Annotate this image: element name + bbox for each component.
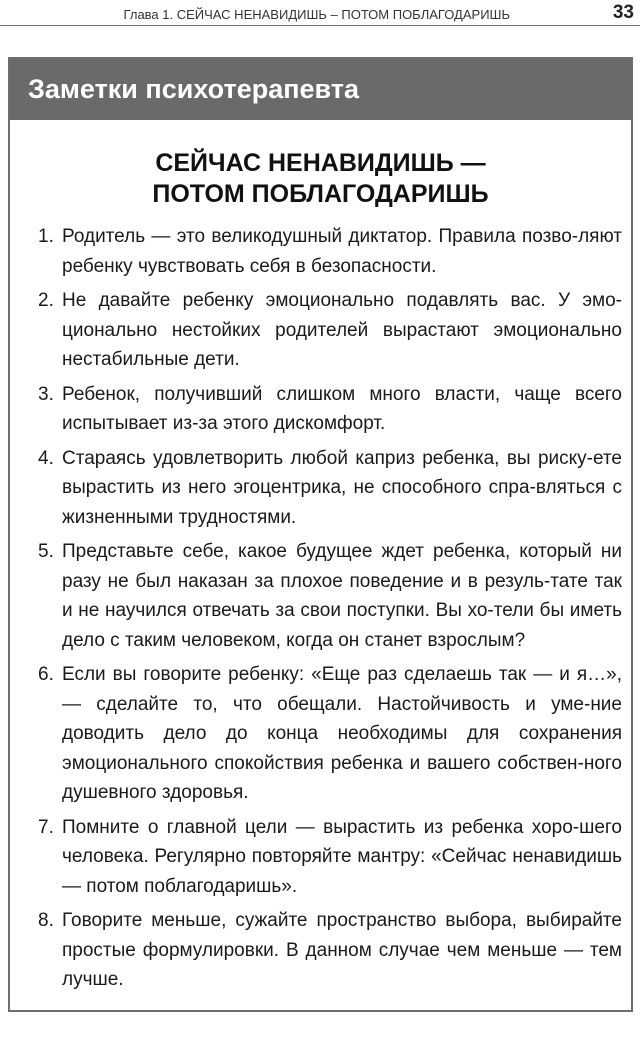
- list-item: [38, 222, 622, 281]
- list-item: [38, 444, 622, 533]
- list-item-text: Стараясь удовлетворить любой каприз ребенка, вы риску-ете вырастить из него эгоцентрика, не способного спра-вляться с жизненными трудностями.: [62, 447, 622, 528]
- list-item-number: 4.: [38, 447, 54, 469]
- tips-list: [38, 222, 622, 1000]
- list-item-text: Ребенок, получивший слишком много власти, чаще всего испытывает из-за этого дискомфорт.: [62, 383, 622, 434]
- list-item: [38, 660, 622, 808]
- list-item-text: Если вы говорите ребенку: «Еще раз сделаешь так — и я…», — сделайте то, что обещали. Настойчивость и уме-ние доводить дело до конца необходимы для сохранения эмоционального спокойствия ребенка и вашего собствен-ного душевного здоровья.: [62, 664, 622, 803]
- list-item: [38, 537, 622, 655]
- list-item: [38, 906, 622, 995]
- list-item-number: 3.: [38, 383, 54, 405]
- header-rule: [0, 25, 640, 26]
- box-heading-line-1: СЕЙЧАС НЕНАВИДИШЬ —: [155, 149, 486, 177]
- box-title: Заметки психотерапевта: [28, 74, 360, 104]
- page-number: 33: [612, 2, 634, 23]
- running-header: [0, 0, 640, 30]
- list-item-number: 7.: [38, 816, 54, 838]
- box-heading: [10, 148, 631, 210]
- list-item: [38, 380, 622, 439]
- box-heading-line-2: ПОТОМ ПОБЛАГОДАРИШЬ: [152, 180, 489, 208]
- box-title-bar: [10, 59, 631, 120]
- list-item-text: Помните о главной цели — вырастить из ребенка хоро-шего человека. Регулярно повторяйте мантру: «Сейчас ненавидишь — потом поблагодаришь».: [62, 816, 622, 897]
- list-item-text: Не давайте ребенку эмоционально подавлять вас. У эмо-ционально нестойких родителей вырастают эмоционально нестабильные дети.: [62, 290, 622, 370]
- chapter-header: Глава 1. СЕЙЧАС НЕНАВИДИШЬ – ПОТОМ ПОБЛАГОДАРИШЬ: [123, 7, 510, 22]
- list-item-number: 1.: [38, 226, 54, 247]
- list-item-number: 8.: [38, 910, 54, 931]
- list-item-text: Родитель — это великодушный диктатор. Правила позво-ляют ребенку чувствовать себя в безопасности.: [62, 226, 622, 277]
- list-item-number: 6.: [38, 664, 54, 685]
- list-item-number: 2.: [38, 290, 54, 311]
- list-item-text: Говорите меньше, сужайте пространство выбора, выбирайте простые формулировки. В данном случае чем меньше — тем лучше.: [62, 910, 622, 990]
- list-item: [38, 813, 622, 902]
- list-item-number: 5.: [38, 541, 54, 562]
- list-item-text: Представьте себе, какое будущее ждет ребенка, который ни разу не был наказан за плохое поведение и в резуль-тате так и не научился отвечать за свои поступки. Вы хо-тели бы иметь дело с таким человеком, когда он станет взрослым?: [62, 541, 622, 651]
- list-item: [38, 286, 622, 375]
- therapist-notes-box: [8, 57, 633, 1012]
